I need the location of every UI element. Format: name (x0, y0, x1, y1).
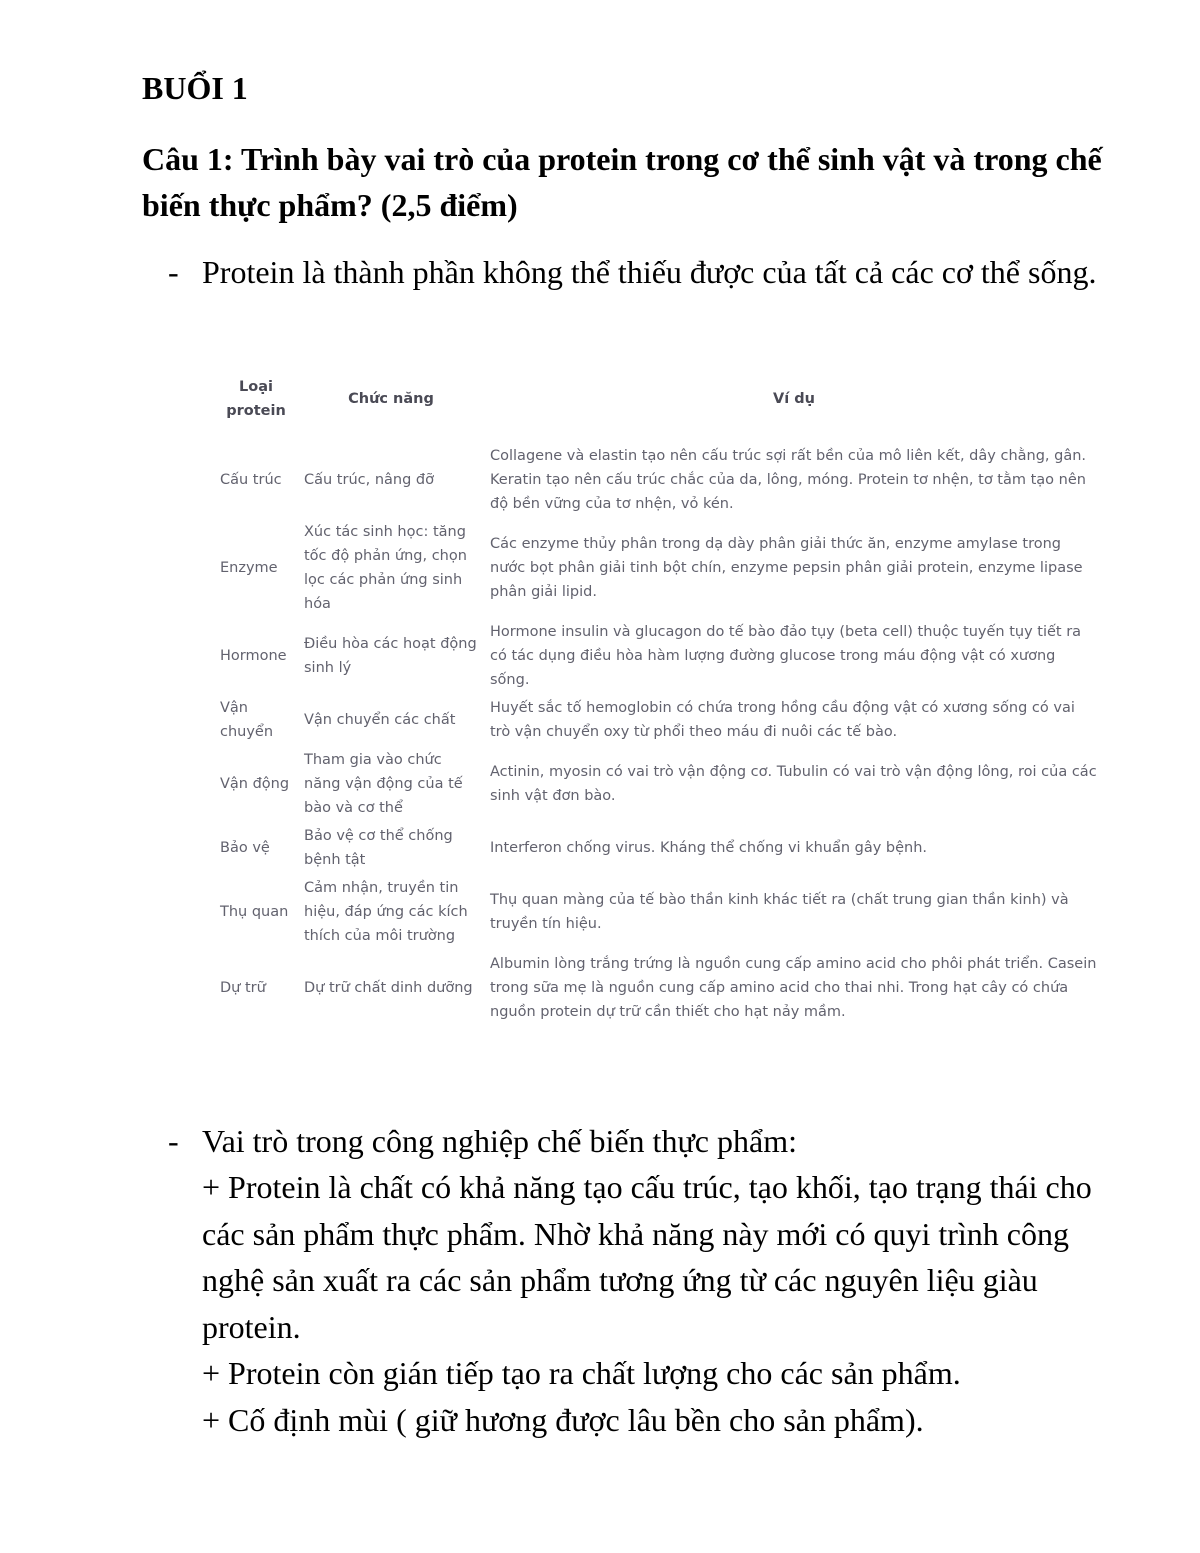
table-row (214, 618, 1104, 694)
bullet-marker: - (168, 1123, 179, 1159)
cell-example: Huyết sắc tố hemoglobin có chứa trong hồng cầu động vật có xương sống có vai trò vận chuyển oxy từ phổi theo máu đi nuôi các tế bào. (490, 700, 1075, 740)
cell-function: Cảm nhận, truyền tin hiệu, đáp ứng các kích thích của môi trường (304, 880, 468, 944)
cell-protein-type: Vận động (220, 776, 290, 792)
cell-example: Thụ quan màng của tế bào thần kinh khác tiết ra (chất trung gian thần kinh) và truyền tín hiệu. (490, 892, 1069, 932)
cell-protein-type: Thụ quan (220, 904, 289, 920)
cell-example: Collagene và elastin tạo nên cấu trúc sợi rất bền của mô liên kết, dây chằng, gân. Keratin tạo nên cấu trúc chắc của da, lông, móng. Protein tơ nhện, tơ tằm tạo nên độ bền vững của tơ nhện, vỏ kén. (490, 448, 1087, 512)
list-item: + Protein còn gián tiếp tạo ra chất lượng cho các sản phẩm. (202, 1355, 961, 1391)
list-item: + Protein là chất có khả năng tạo cấu trúc, tạo khối, tạo trạng thái cho các sản phẩm thực phẩm. Nhờ khả năng này mới có quyi trình công nghệ sản xuất ra các sản phẩm tương ứng từ các nguyên liệu giàu protein. (202, 1169, 1092, 1345)
header-protein-type: Loại protein (226, 379, 286, 419)
cell-protein-type: Dự trữ (220, 980, 266, 996)
table-row (214, 442, 1104, 518)
bullet-protein-essential: Protein là thành phần không thể thiếu được của tất cả các cơ thể sống. (202, 254, 1097, 290)
food-industry-points (202, 1164, 1102, 1443)
session-title: BUỔI 1 (142, 70, 248, 106)
cell-protein-type: Enzyme (220, 560, 278, 576)
table-row (214, 746, 1104, 822)
cell-function: Xúc tác sinh học: tăng tốc độ phản ứng, chọn lọc các phản ứng sinh hóa (304, 524, 467, 612)
cell-function: Vận chuyển các chất (304, 712, 456, 728)
bullet-marker: - (168, 254, 179, 290)
cell-function: Điều hòa các hoạt động sinh lý (304, 636, 477, 676)
cell-protein-type: Hormone (220, 648, 287, 664)
table-row (214, 822, 1104, 874)
table-row (214, 950, 1104, 1026)
protein-role-table (214, 366, 1104, 1026)
cell-example: Interferon chống virus. Kháng thể chống vi khuẩn gây bệnh. (490, 840, 928, 856)
header-example: Ví dụ (773, 391, 815, 407)
question-title: Câu 1: Trình bày vai trò của protein trong cơ thể sinh vật và trong chế biến thực phẩm? (2,5 điểm) (142, 141, 1102, 223)
cell-example: Actinin, myosin có vai trò vận động cơ. Tubulin có vai trò vận động lông, roi của các sinh vật đơn bào. (490, 764, 1097, 804)
cell-function: Dự trữ chất dinh dưỡng (304, 980, 473, 996)
cell-function: Bảo vệ cơ thể chống bệnh tật (304, 828, 453, 868)
cell-protein-type: Vận chuyển (220, 700, 274, 740)
cell-protein-type: Bảo vệ (220, 840, 270, 856)
cell-protein-type: Cấu trúc (220, 472, 282, 488)
header-function: Chức năng (348, 391, 434, 407)
cell-function: Tham gia vào chức năng vận động của tế bào và cơ thể (304, 752, 463, 816)
table-row (214, 694, 1104, 746)
cell-example: Albumin lòng trắng trứng là nguồn cung cấp amino acid cho phôi phát triển. Casein trong sữa mẹ là nguồn cung cấp amino acid cho thai nhi. Trong hạt cây có chứa nguồn protein dự trữ cần thiết cho hạt nảy mầm. (490, 956, 1097, 1020)
table-body (214, 442, 1104, 1026)
list-item: + Cố định mùi ( giữ hương được lâu bền cho sản phẩm). (202, 1401, 924, 1438)
table-row (214, 518, 1104, 618)
cell-example: Các enzyme thủy phân trong dạ dày phân giải thức ăn, enzyme amylase trong nước bọt phân giải tinh bột chín, enzyme pepsin phân giải protein, enzyme lipase phân giải lipid. (490, 536, 1083, 600)
table-row (214, 874, 1104, 950)
cell-function: Cấu trúc, nâng đỡ (304, 472, 434, 488)
cell-example: Hormone insulin và glucagon do tế bào đảo tụy (beta cell) thuộc tuyến tụy tiết ra có tác dụng điều hòa hàm lượng đường glucose trong máu động vật có xương sống. (490, 624, 1082, 688)
bullet-food-industry-heading: Vai trò trong công nghiệp chế biến thực phẩm: (202, 1123, 797, 1159)
table-header-row (214, 366, 1104, 432)
